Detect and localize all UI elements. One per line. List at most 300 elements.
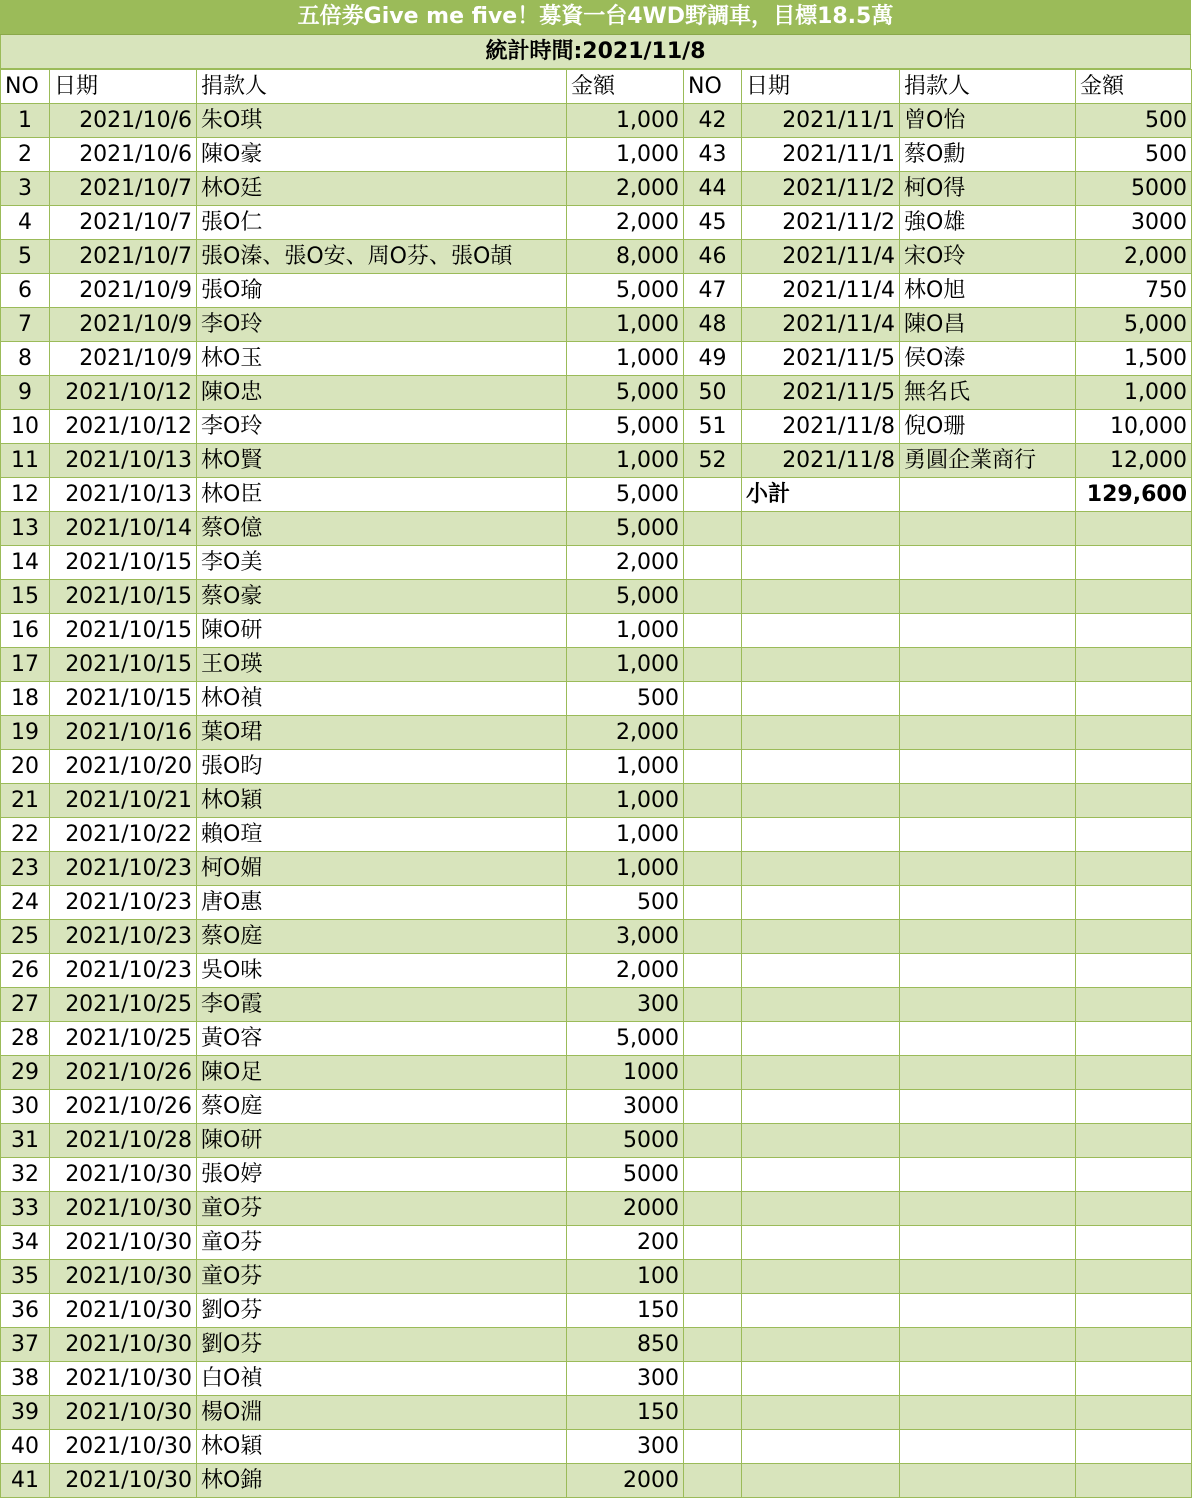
empty-cell bbox=[684, 1056, 742, 1090]
table-row bbox=[1, 1294, 1192, 1328]
row-date: 2021/10/28 bbox=[50, 1124, 197, 1158]
row-donor: 林O穎 bbox=[197, 1430, 567, 1464]
empty-cell bbox=[742, 886, 900, 920]
row-no: 24 bbox=[1, 886, 50, 920]
row-donor-right: 無名氏 bbox=[900, 376, 1076, 410]
row-donor: 黃O容 bbox=[197, 1022, 567, 1056]
empty-cell bbox=[742, 954, 900, 988]
row-date: 2021/10/13 bbox=[50, 444, 197, 478]
row-no: 15 bbox=[1, 580, 50, 614]
row-no: 4 bbox=[1, 206, 50, 240]
row-no-right: 47 bbox=[684, 274, 742, 308]
row-date: 2021/10/30 bbox=[50, 1362, 197, 1396]
table-row bbox=[1, 954, 1192, 988]
row-no-right: 45 bbox=[684, 206, 742, 240]
header-donor-2: 捐款人 bbox=[900, 70, 1076, 104]
row-date: 2021/10/30 bbox=[50, 1396, 197, 1430]
row-date: 2021/10/12 bbox=[50, 410, 197, 444]
empty-cell bbox=[684, 614, 742, 648]
empty-cell bbox=[742, 988, 900, 1022]
row-donor-right: 宋O玲 bbox=[900, 240, 1076, 274]
table-row bbox=[1, 1328, 1192, 1362]
table-row bbox=[1, 1430, 1192, 1464]
row-amount: 5,000 bbox=[567, 410, 684, 444]
row-no: 9 bbox=[1, 376, 50, 410]
empty-cell bbox=[900, 546, 1076, 580]
empty-cell bbox=[900, 1124, 1076, 1158]
empty-cell bbox=[684, 1430, 742, 1464]
empty-cell bbox=[684, 716, 742, 750]
row-donor: 葉O珺 bbox=[197, 716, 567, 750]
empty-cell bbox=[1076, 1260, 1192, 1294]
empty-cell bbox=[900, 716, 1076, 750]
empty-cell bbox=[684, 1362, 742, 1396]
table-row bbox=[1, 274, 1192, 308]
row-amount: 8,000 bbox=[567, 240, 684, 274]
row-donor: 林O賢 bbox=[197, 444, 567, 478]
row-date-right: 2021/11/8 bbox=[742, 410, 900, 444]
table-row bbox=[1, 852, 1192, 886]
row-date: 2021/10/7 bbox=[50, 206, 197, 240]
empty-cell bbox=[742, 1430, 900, 1464]
row-date: 2021/10/30 bbox=[50, 1328, 197, 1362]
row-date: 2021/10/30 bbox=[50, 1260, 197, 1294]
empty-cell bbox=[1076, 1056, 1192, 1090]
row-no: 31 bbox=[1, 1124, 50, 1158]
sheet-title: 五倍劵Give me five！募資一台4WD野調車，目標18.5萬 bbox=[0, 0, 1191, 35]
empty-cell bbox=[1076, 546, 1192, 580]
row-amount-right: 3000 bbox=[1076, 206, 1192, 240]
empty-cell bbox=[1076, 716, 1192, 750]
row-date: 2021/10/6 bbox=[50, 138, 197, 172]
subtotal-amount: 129,600 bbox=[1076, 478, 1192, 512]
row-date-right: 2021/11/8 bbox=[742, 444, 900, 478]
row-donor: 陳O足 bbox=[197, 1056, 567, 1090]
empty-cell bbox=[742, 682, 900, 716]
row-date: 2021/10/15 bbox=[50, 546, 197, 580]
row-donor: 朱O琪 bbox=[197, 104, 567, 138]
row-amount: 1,000 bbox=[567, 444, 684, 478]
empty-cell bbox=[684, 750, 742, 784]
row-amount: 2,000 bbox=[567, 546, 684, 580]
row-amount-right: 2,000 bbox=[1076, 240, 1192, 274]
row-no: 5 bbox=[1, 240, 50, 274]
subtotal-label: 小計 bbox=[742, 478, 900, 512]
empty-cell bbox=[1076, 1362, 1192, 1396]
row-date: 2021/10/22 bbox=[50, 818, 197, 852]
row-no: 11 bbox=[1, 444, 50, 478]
empty-cell bbox=[1076, 1022, 1192, 1056]
row-donor: 林O臣 bbox=[197, 478, 567, 512]
empty-cell bbox=[900, 988, 1076, 1022]
empty-cell bbox=[1076, 750, 1192, 784]
row-donor: 李O霞 bbox=[197, 988, 567, 1022]
row-no-right: 49 bbox=[684, 342, 742, 376]
row-amount: 150 bbox=[567, 1294, 684, 1328]
row-donor: 蔡O豪 bbox=[197, 580, 567, 614]
row-donor: 林O禎 bbox=[197, 682, 567, 716]
row-date: 2021/10/15 bbox=[50, 580, 197, 614]
row-no: 10 bbox=[1, 410, 50, 444]
row-amount: 5000 bbox=[567, 1158, 684, 1192]
row-donor-right: 蔡O勳 bbox=[900, 138, 1076, 172]
stat-time: 統計時間:2021/11/8 bbox=[0, 35, 1191, 69]
row-no: 39 bbox=[1, 1396, 50, 1430]
row-date: 2021/10/25 bbox=[50, 1022, 197, 1056]
row-donor-right: 強O雄 bbox=[900, 206, 1076, 240]
empty-cell bbox=[684, 580, 742, 614]
row-no: 7 bbox=[1, 308, 50, 342]
empty-cell bbox=[684, 1464, 742, 1498]
row-no: 25 bbox=[1, 920, 50, 954]
empty-cell bbox=[900, 1226, 1076, 1260]
row-donor: 林O玉 bbox=[197, 342, 567, 376]
row-no-right: 48 bbox=[684, 308, 742, 342]
row-amount: 1,000 bbox=[567, 138, 684, 172]
table-row bbox=[1, 716, 1192, 750]
empty-cell bbox=[900, 852, 1076, 886]
empty-cell bbox=[684, 1226, 742, 1260]
empty-cell bbox=[684, 478, 742, 512]
row-amount: 1,000 bbox=[567, 614, 684, 648]
header-row bbox=[1, 70, 1192, 104]
empty-cell bbox=[900, 478, 1076, 512]
row-date: 2021/10/23 bbox=[50, 852, 197, 886]
row-no: 12 bbox=[1, 478, 50, 512]
row-no: 37 bbox=[1, 1328, 50, 1362]
row-donor: 張O溱、張O安、周O芬、張O頡 bbox=[197, 240, 567, 274]
empty-cell bbox=[742, 1396, 900, 1430]
row-amount: 5,000 bbox=[567, 580, 684, 614]
table-row bbox=[1, 104, 1192, 138]
row-no: 1 bbox=[1, 104, 50, 138]
row-donor: 賴O瑄 bbox=[197, 818, 567, 852]
row-amount: 500 bbox=[567, 682, 684, 716]
empty-cell bbox=[684, 546, 742, 580]
empty-cell bbox=[1076, 682, 1192, 716]
empty-cell bbox=[900, 1192, 1076, 1226]
row-donor: 陳O豪 bbox=[197, 138, 567, 172]
row-donor: 李O玲 bbox=[197, 410, 567, 444]
table-row bbox=[1, 886, 1192, 920]
empty-cell bbox=[684, 1396, 742, 1430]
table-row bbox=[1, 1362, 1192, 1396]
row-date: 2021/10/9 bbox=[50, 342, 197, 376]
empty-cell bbox=[684, 1192, 742, 1226]
row-date: 2021/10/15 bbox=[50, 648, 197, 682]
table-row bbox=[1, 546, 1192, 580]
row-amount: 300 bbox=[567, 1362, 684, 1396]
row-donor: 李O玲 bbox=[197, 308, 567, 342]
empty-cell bbox=[684, 1328, 742, 1362]
row-donor: 陳O忠 bbox=[197, 376, 567, 410]
row-donor-right: 柯O得 bbox=[900, 172, 1076, 206]
empty-cell bbox=[1076, 988, 1192, 1022]
table-row bbox=[1, 512, 1192, 546]
row-no: 29 bbox=[1, 1056, 50, 1090]
row-donor: 唐O惠 bbox=[197, 886, 567, 920]
empty-cell bbox=[900, 1328, 1076, 1362]
empty-cell bbox=[1076, 1430, 1192, 1464]
row-amount: 100 bbox=[567, 1260, 684, 1294]
empty-cell bbox=[900, 1158, 1076, 1192]
row-donor: 蔡O庭 bbox=[197, 920, 567, 954]
empty-cell bbox=[742, 716, 900, 750]
table-row bbox=[1, 308, 1192, 342]
row-no: 13 bbox=[1, 512, 50, 546]
empty-cell bbox=[900, 784, 1076, 818]
row-amount-right: 1,000 bbox=[1076, 376, 1192, 410]
empty-cell bbox=[900, 580, 1076, 614]
row-amount: 1,000 bbox=[567, 342, 684, 376]
row-donor: 吳O味 bbox=[197, 954, 567, 988]
row-no: 14 bbox=[1, 546, 50, 580]
empty-cell bbox=[1076, 580, 1192, 614]
empty-cell bbox=[900, 954, 1076, 988]
table-row bbox=[1, 750, 1192, 784]
empty-cell bbox=[1076, 1124, 1192, 1158]
row-donor-right: 勇圓企業商行 bbox=[900, 444, 1076, 478]
table-row bbox=[1, 1124, 1192, 1158]
empty-cell bbox=[742, 852, 900, 886]
row-date: 2021/10/30 bbox=[50, 1430, 197, 1464]
row-donor-right: 倪O珊 bbox=[900, 410, 1076, 444]
header-no-2: NO bbox=[684, 70, 742, 104]
empty-cell bbox=[742, 784, 900, 818]
row-no: 40 bbox=[1, 1430, 50, 1464]
row-amount-right: 10,000 bbox=[1076, 410, 1192, 444]
row-no: 2 bbox=[1, 138, 50, 172]
table-row bbox=[1, 444, 1192, 478]
header-amount: 金額 bbox=[567, 70, 684, 104]
row-no: 3 bbox=[1, 172, 50, 206]
row-date: 2021/10/23 bbox=[50, 920, 197, 954]
row-date: 2021/10/15 bbox=[50, 614, 197, 648]
table-row bbox=[1, 1056, 1192, 1090]
header-date: 日期 bbox=[50, 70, 197, 104]
empty-cell bbox=[742, 750, 900, 784]
row-no: 33 bbox=[1, 1192, 50, 1226]
row-date: 2021/10/14 bbox=[50, 512, 197, 546]
header-amount-2: 金額 bbox=[1076, 70, 1192, 104]
empty-cell bbox=[1076, 784, 1192, 818]
row-donor: 林O廷 bbox=[197, 172, 567, 206]
row-amount: 2,000 bbox=[567, 716, 684, 750]
row-amount-right: 500 bbox=[1076, 104, 1192, 138]
empty-cell bbox=[742, 1362, 900, 1396]
empty-cell bbox=[1076, 1464, 1192, 1498]
empty-cell bbox=[684, 1294, 742, 1328]
row-no: 35 bbox=[1, 1260, 50, 1294]
table-row bbox=[1, 342, 1192, 376]
row-date: 2021/10/13 bbox=[50, 478, 197, 512]
row-amount: 5000 bbox=[567, 1124, 684, 1158]
row-date: 2021/10/26 bbox=[50, 1056, 197, 1090]
empty-cell bbox=[1076, 818, 1192, 852]
row-amount: 850 bbox=[567, 1328, 684, 1362]
row-date: 2021/10/9 bbox=[50, 274, 197, 308]
empty-cell bbox=[1076, 852, 1192, 886]
row-no: 34 bbox=[1, 1226, 50, 1260]
empty-cell bbox=[900, 1294, 1076, 1328]
empty-cell bbox=[684, 648, 742, 682]
empty-cell bbox=[1076, 512, 1192, 546]
row-amount: 2,000 bbox=[567, 172, 684, 206]
row-no: 18 bbox=[1, 682, 50, 716]
table-row bbox=[1, 206, 1192, 240]
row-no-right: 42 bbox=[684, 104, 742, 138]
empty-cell bbox=[1076, 1294, 1192, 1328]
row-donor: 童O芬 bbox=[197, 1192, 567, 1226]
row-donor: 陳O研 bbox=[197, 614, 567, 648]
empty-cell bbox=[1076, 1158, 1192, 1192]
row-amount: 5,000 bbox=[567, 274, 684, 308]
row-no: 22 bbox=[1, 818, 50, 852]
table-row bbox=[1, 1158, 1192, 1192]
empty-cell bbox=[900, 682, 1076, 716]
row-date: 2021/10/7 bbox=[50, 172, 197, 206]
row-amount: 5,000 bbox=[567, 478, 684, 512]
row-amount: 5,000 bbox=[567, 376, 684, 410]
row-amount-right: 750 bbox=[1076, 274, 1192, 308]
row-donor: 童O芬 bbox=[197, 1226, 567, 1260]
row-date: 2021/10/15 bbox=[50, 682, 197, 716]
row-no: 6 bbox=[1, 274, 50, 308]
row-amount: 1,000 bbox=[567, 750, 684, 784]
empty-cell bbox=[1076, 1192, 1192, 1226]
row-date-right: 2021/11/4 bbox=[742, 308, 900, 342]
row-donor-right: 陳O昌 bbox=[900, 308, 1076, 342]
table-row bbox=[1, 410, 1192, 444]
row-amount-right: 12,000 bbox=[1076, 444, 1192, 478]
table-row bbox=[1, 478, 1192, 512]
row-date: 2021/10/30 bbox=[50, 1294, 197, 1328]
empty-cell bbox=[742, 580, 900, 614]
row-amount-right: 1,500 bbox=[1076, 342, 1192, 376]
row-amount: 500 bbox=[567, 886, 684, 920]
table-row bbox=[1, 784, 1192, 818]
row-no: 32 bbox=[1, 1158, 50, 1192]
row-no-right: 43 bbox=[684, 138, 742, 172]
empty-cell bbox=[684, 852, 742, 886]
row-donor: 張O婷 bbox=[197, 1158, 567, 1192]
row-date: 2021/10/25 bbox=[50, 988, 197, 1022]
row-amount: 1,000 bbox=[567, 648, 684, 682]
row-amount: 2000 bbox=[567, 1192, 684, 1226]
row-amount: 2000 bbox=[567, 1464, 684, 1498]
row-date-right: 2021/11/2 bbox=[742, 172, 900, 206]
row-donor: 柯O媚 bbox=[197, 852, 567, 886]
row-no-right: 44 bbox=[684, 172, 742, 206]
empty-cell bbox=[1076, 886, 1192, 920]
row-amount: 2,000 bbox=[567, 954, 684, 988]
empty-cell bbox=[900, 1430, 1076, 1464]
header-date-2: 日期 bbox=[742, 70, 900, 104]
row-donor: 陳O研 bbox=[197, 1124, 567, 1158]
empty-cell bbox=[742, 920, 900, 954]
empty-cell bbox=[742, 1158, 900, 1192]
row-date: 2021/10/21 bbox=[50, 784, 197, 818]
row-donor: 劉O芬 bbox=[197, 1328, 567, 1362]
empty-cell bbox=[1076, 648, 1192, 682]
header-no: NO bbox=[1, 70, 50, 104]
empty-cell bbox=[742, 1022, 900, 1056]
empty-cell bbox=[684, 818, 742, 852]
row-amount-right: 5,000 bbox=[1076, 308, 1192, 342]
empty-cell bbox=[1076, 920, 1192, 954]
row-amount: 5,000 bbox=[567, 512, 684, 546]
row-no-right: 46 bbox=[684, 240, 742, 274]
row-no: 26 bbox=[1, 954, 50, 988]
empty-cell bbox=[900, 818, 1076, 852]
empty-cell bbox=[1076, 614, 1192, 648]
empty-cell bbox=[684, 1090, 742, 1124]
empty-cell bbox=[684, 1022, 742, 1056]
empty-cell bbox=[684, 784, 742, 818]
row-date: 2021/10/7 bbox=[50, 240, 197, 274]
empty-cell bbox=[1076, 1328, 1192, 1362]
row-date-right: 2021/11/1 bbox=[742, 138, 900, 172]
row-amount: 200 bbox=[567, 1226, 684, 1260]
row-amount: 150 bbox=[567, 1396, 684, 1430]
table-row bbox=[1, 172, 1192, 206]
row-date-right: 2021/11/4 bbox=[742, 274, 900, 308]
row-amount: 1,000 bbox=[567, 818, 684, 852]
table-row bbox=[1, 1022, 1192, 1056]
row-date-right: 2021/11/4 bbox=[742, 240, 900, 274]
empty-cell bbox=[684, 920, 742, 954]
table-row bbox=[1, 138, 1192, 172]
row-amount: 1,000 bbox=[567, 784, 684, 818]
row-donor-right: 林O旭 bbox=[900, 274, 1076, 308]
row-no: 20 bbox=[1, 750, 50, 784]
row-no: 38 bbox=[1, 1362, 50, 1396]
empty-cell bbox=[900, 1022, 1076, 1056]
row-amount: 1,000 bbox=[567, 852, 684, 886]
row-date: 2021/10/9 bbox=[50, 308, 197, 342]
row-amount: 1000 bbox=[567, 1056, 684, 1090]
empty-cell bbox=[742, 648, 900, 682]
row-no: 16 bbox=[1, 614, 50, 648]
row-amount: 300 bbox=[567, 988, 684, 1022]
empty-cell bbox=[900, 1464, 1076, 1498]
row-donor: 白O禎 bbox=[197, 1362, 567, 1396]
empty-cell bbox=[742, 1226, 900, 1260]
table-row bbox=[1, 1260, 1192, 1294]
row-amount: 3000 bbox=[567, 1090, 684, 1124]
table-row bbox=[1, 580, 1192, 614]
empty-cell bbox=[900, 512, 1076, 546]
table-row bbox=[1, 920, 1192, 954]
empty-cell bbox=[742, 1464, 900, 1498]
table-row bbox=[1, 818, 1192, 852]
row-no-right: 52 bbox=[684, 444, 742, 478]
empty-cell bbox=[742, 1124, 900, 1158]
row-date: 2021/10/26 bbox=[50, 1090, 197, 1124]
row-amount: 1,000 bbox=[567, 308, 684, 342]
row-date-right: 2021/11/2 bbox=[742, 206, 900, 240]
table-row bbox=[1, 1090, 1192, 1124]
row-donor-right: 曾O怡 bbox=[900, 104, 1076, 138]
table-row bbox=[1, 1396, 1192, 1430]
empty-cell bbox=[684, 1124, 742, 1158]
empty-cell bbox=[742, 1328, 900, 1362]
empty-cell bbox=[742, 546, 900, 580]
empty-cell bbox=[1076, 1226, 1192, 1260]
row-no: 41 bbox=[1, 1464, 50, 1498]
row-amount: 5,000 bbox=[567, 1022, 684, 1056]
empty-cell bbox=[1076, 1396, 1192, 1430]
